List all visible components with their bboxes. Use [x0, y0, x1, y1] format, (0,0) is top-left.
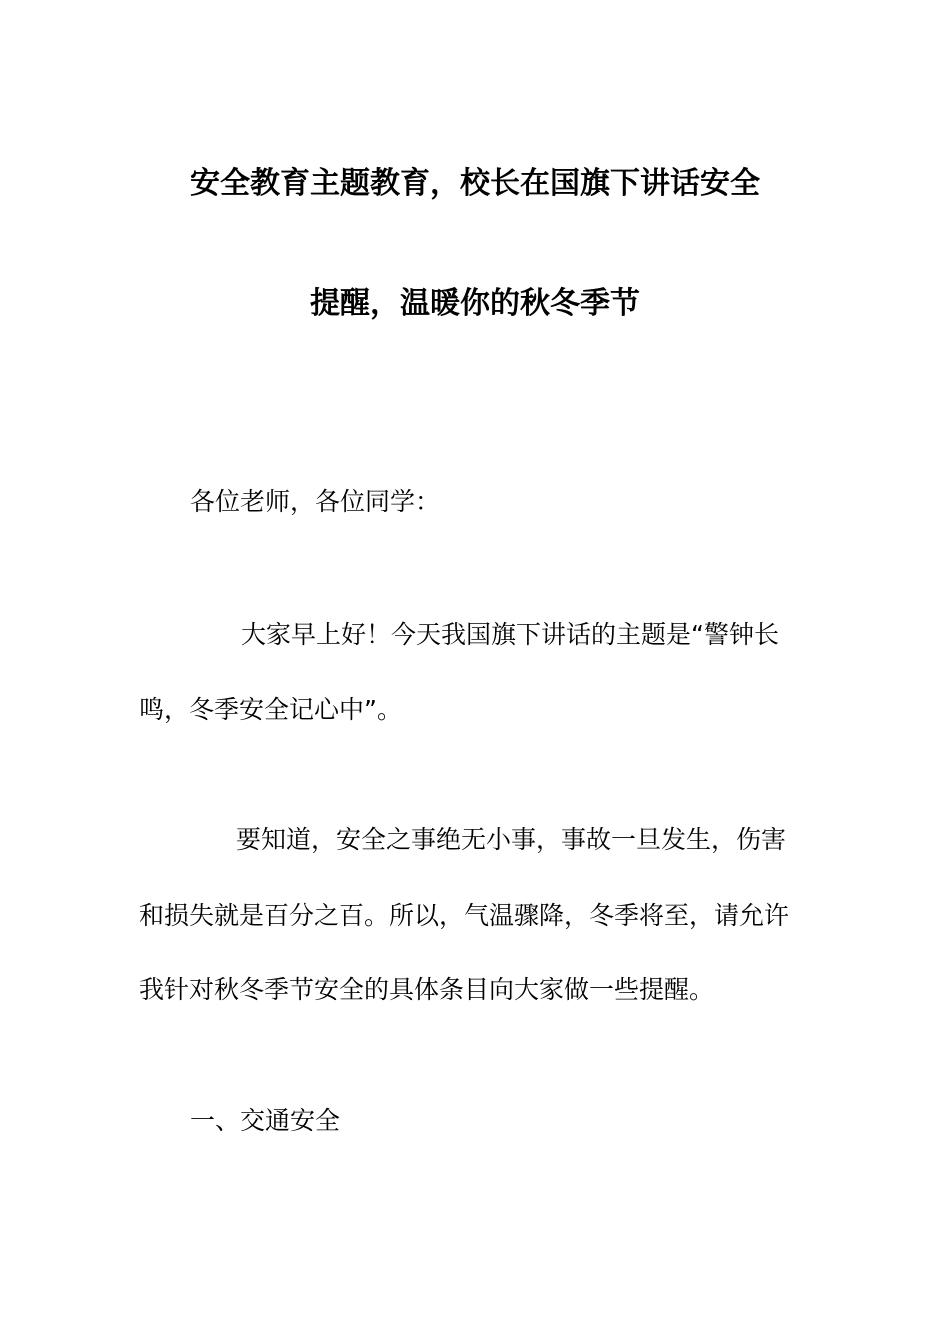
paragraph-1-line-1: 大家早上好！今天我国旗下讲话的主题是“警钟长 [241, 620, 779, 649]
paragraph-1-line-2: 鸣，冬季安全记心中”。 [139, 695, 402, 724]
document-title-line-1: 安全教育主题教育，校长在国旗下讲话安全 [190, 166, 760, 201]
paragraph-2-line-1: 要知道，安全之事绝无小事，事故一旦发生，伤害 [236, 825, 787, 854]
greeting: 各位老师，各位同学： [190, 487, 441, 516]
section-heading-traffic-safety: 一、交通安全 [190, 1106, 341, 1135]
paragraph-2-line-2: 和损失就是百分之百。所以，气温骤降，冬季将至，请允许 [139, 901, 790, 930]
paragraph-2-line-3: 我针对秋冬季节安全的具体条目向大家做一些提醒。 [139, 975, 715, 1004]
document-title-line-2: 提醒，温暖你的秋冬季节 [310, 286, 640, 321]
